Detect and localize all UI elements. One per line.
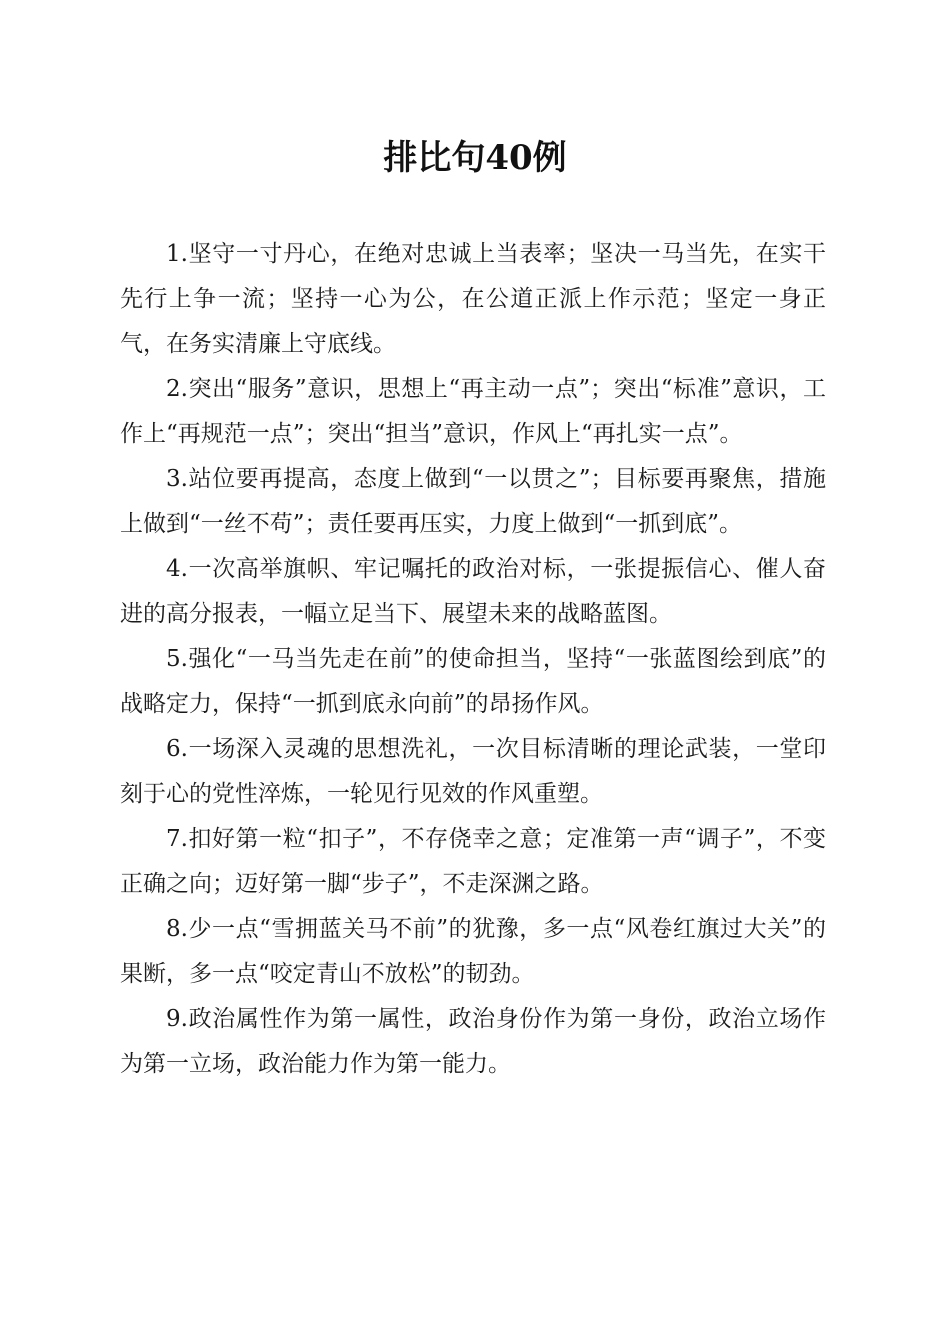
paragraph-2: 2.突出“服务”意识，思想上“再主动一点”；突出“标准”意识，工作上“再规范一点”；突出“担当”意识，作风上“再扎实一点”。 <box>120 376 826 447</box>
paragraph-8: 8.少一点“雪拥蓝关马不前”的犹豫，多一点“风卷红旗过大关”的果断，多一点“咬定青山不放松”的韧劲。 <box>120 916 826 987</box>
paragraph-3: 3.站位要再提高，态度上做到“一以贯之”；目标要再聚焦，措施上做到“一丝不苟”；责任要再压实，力度上做到“一抓到底”。 <box>120 466 826 537</box>
paragraph-5: 5.强化“一马当先走在前”的使命担当，坚持“一张蓝图绘到底”的战略定力，保持“一抓到底永向前”的昂扬作风。 <box>120 646 826 717</box>
page-title: 排比句40例 <box>383 138 567 178</box>
paragraph-4: 4.一次高举旗帜、牢记嘱托的政治对标，一张提振信心、催人奋进的高分报表，一幅立足当下、展望未来的战略蓝图。 <box>120 556 826 627</box>
document-body <box>120 232 826 1087</box>
paragraph-1: 1.坚守一寸丹心，在绝对忠诚上当表率；坚决一马当先，在实干先行上争一流；坚持一心为公，在公道正派上作示范；坚定一身正气，在务实清廉上守底线。 <box>120 241 826 357</box>
paragraph-7: 7.扣好第一粒“扣子”，不存侥幸之意；定准第一声“调子”，不变正确之向；迈好第一脚“步子”，不走深渊之路。 <box>120 826 826 897</box>
paragraph-6: 6.一场深入灵魂的思想洗礼，一次目标清晰的理论武装，一堂印刻于心的党性淬炼，一轮见行见效的作风重塑。 <box>120 736 826 807</box>
paragraph-9: 9.政治属性作为第一属性，政治身份作为第一身份，政治立场作为第一立场，政治能力作为第一能力。 <box>120 1006 826 1077</box>
